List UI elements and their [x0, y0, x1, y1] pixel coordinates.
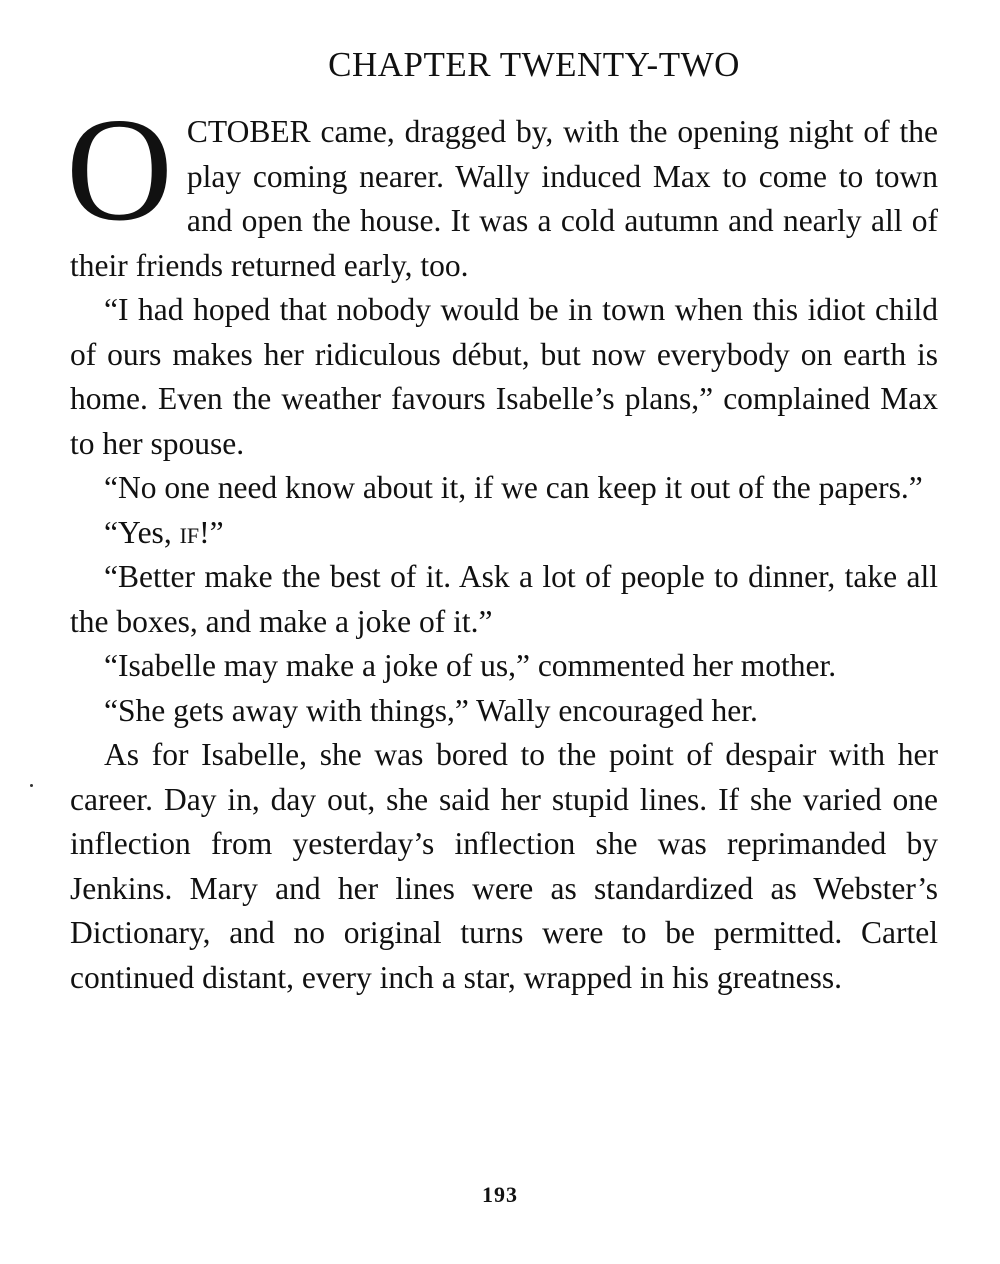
paragraph-4-suffix: !” — [199, 514, 224, 550]
paragraph-7: “She gets away with things,” Wally encouraged her. — [104, 692, 758, 728]
paragraph-5: “Better make the best of it. Ask a lot of people to dinner, take all the boxes, and make a joke of it.” — [70, 559, 938, 639]
body-text — [66, 88, 938, 1000]
drop-cap: O — [66, 88, 173, 252]
book-page — [66, 40, 938, 1000]
page-number: 193 — [482, 1182, 518, 1207]
paragraph-1 — [66, 88, 938, 288]
paragraph-4-prefix: “Yes, — [104, 514, 180, 550]
paragraph-2: “I had hoped that nobody would be in town when this idiot child of ours makes her ridiculous début, but now everybody on earth is home. Even the weather favours Isabelle’s plans,” complained Max to her spouse. — [70, 292, 938, 461]
paragraph-8: As for Isabelle, she was bored to the point of despair with her career. Day in, day out, she said her stupid lines. If she varied one inflection from yesterday’s inflection she was reprimanded by Jenkins. Mary and her lines were as standardized as Webster’s Dictionary, and no original turns were to be permitted. Cartel continued distant, every inch a star, wrapped in his greatness. — [70, 737, 938, 995]
scan-speck — [30, 784, 33, 787]
paragraph-4-smallcaps: if — [179, 514, 200, 550]
paragraph-6: “Isabelle may make a joke of us,” commented her mother. — [104, 648, 837, 683]
paragraph-4 — [70, 511, 938, 556]
paragraph-3: “No one need know about it, if we can keep it out of the papers.” — [104, 470, 923, 505]
chapter-title: CHAPTER TWENTY-TWO — [328, 45, 740, 84]
paragraph-1-text: CTOBER came, dragged by, with the opening night of the play coming nearer. Wally induced Max to come to town and open the house. It was a cold autumn and nearly all of their friends returned early, too. — [70, 114, 938, 283]
